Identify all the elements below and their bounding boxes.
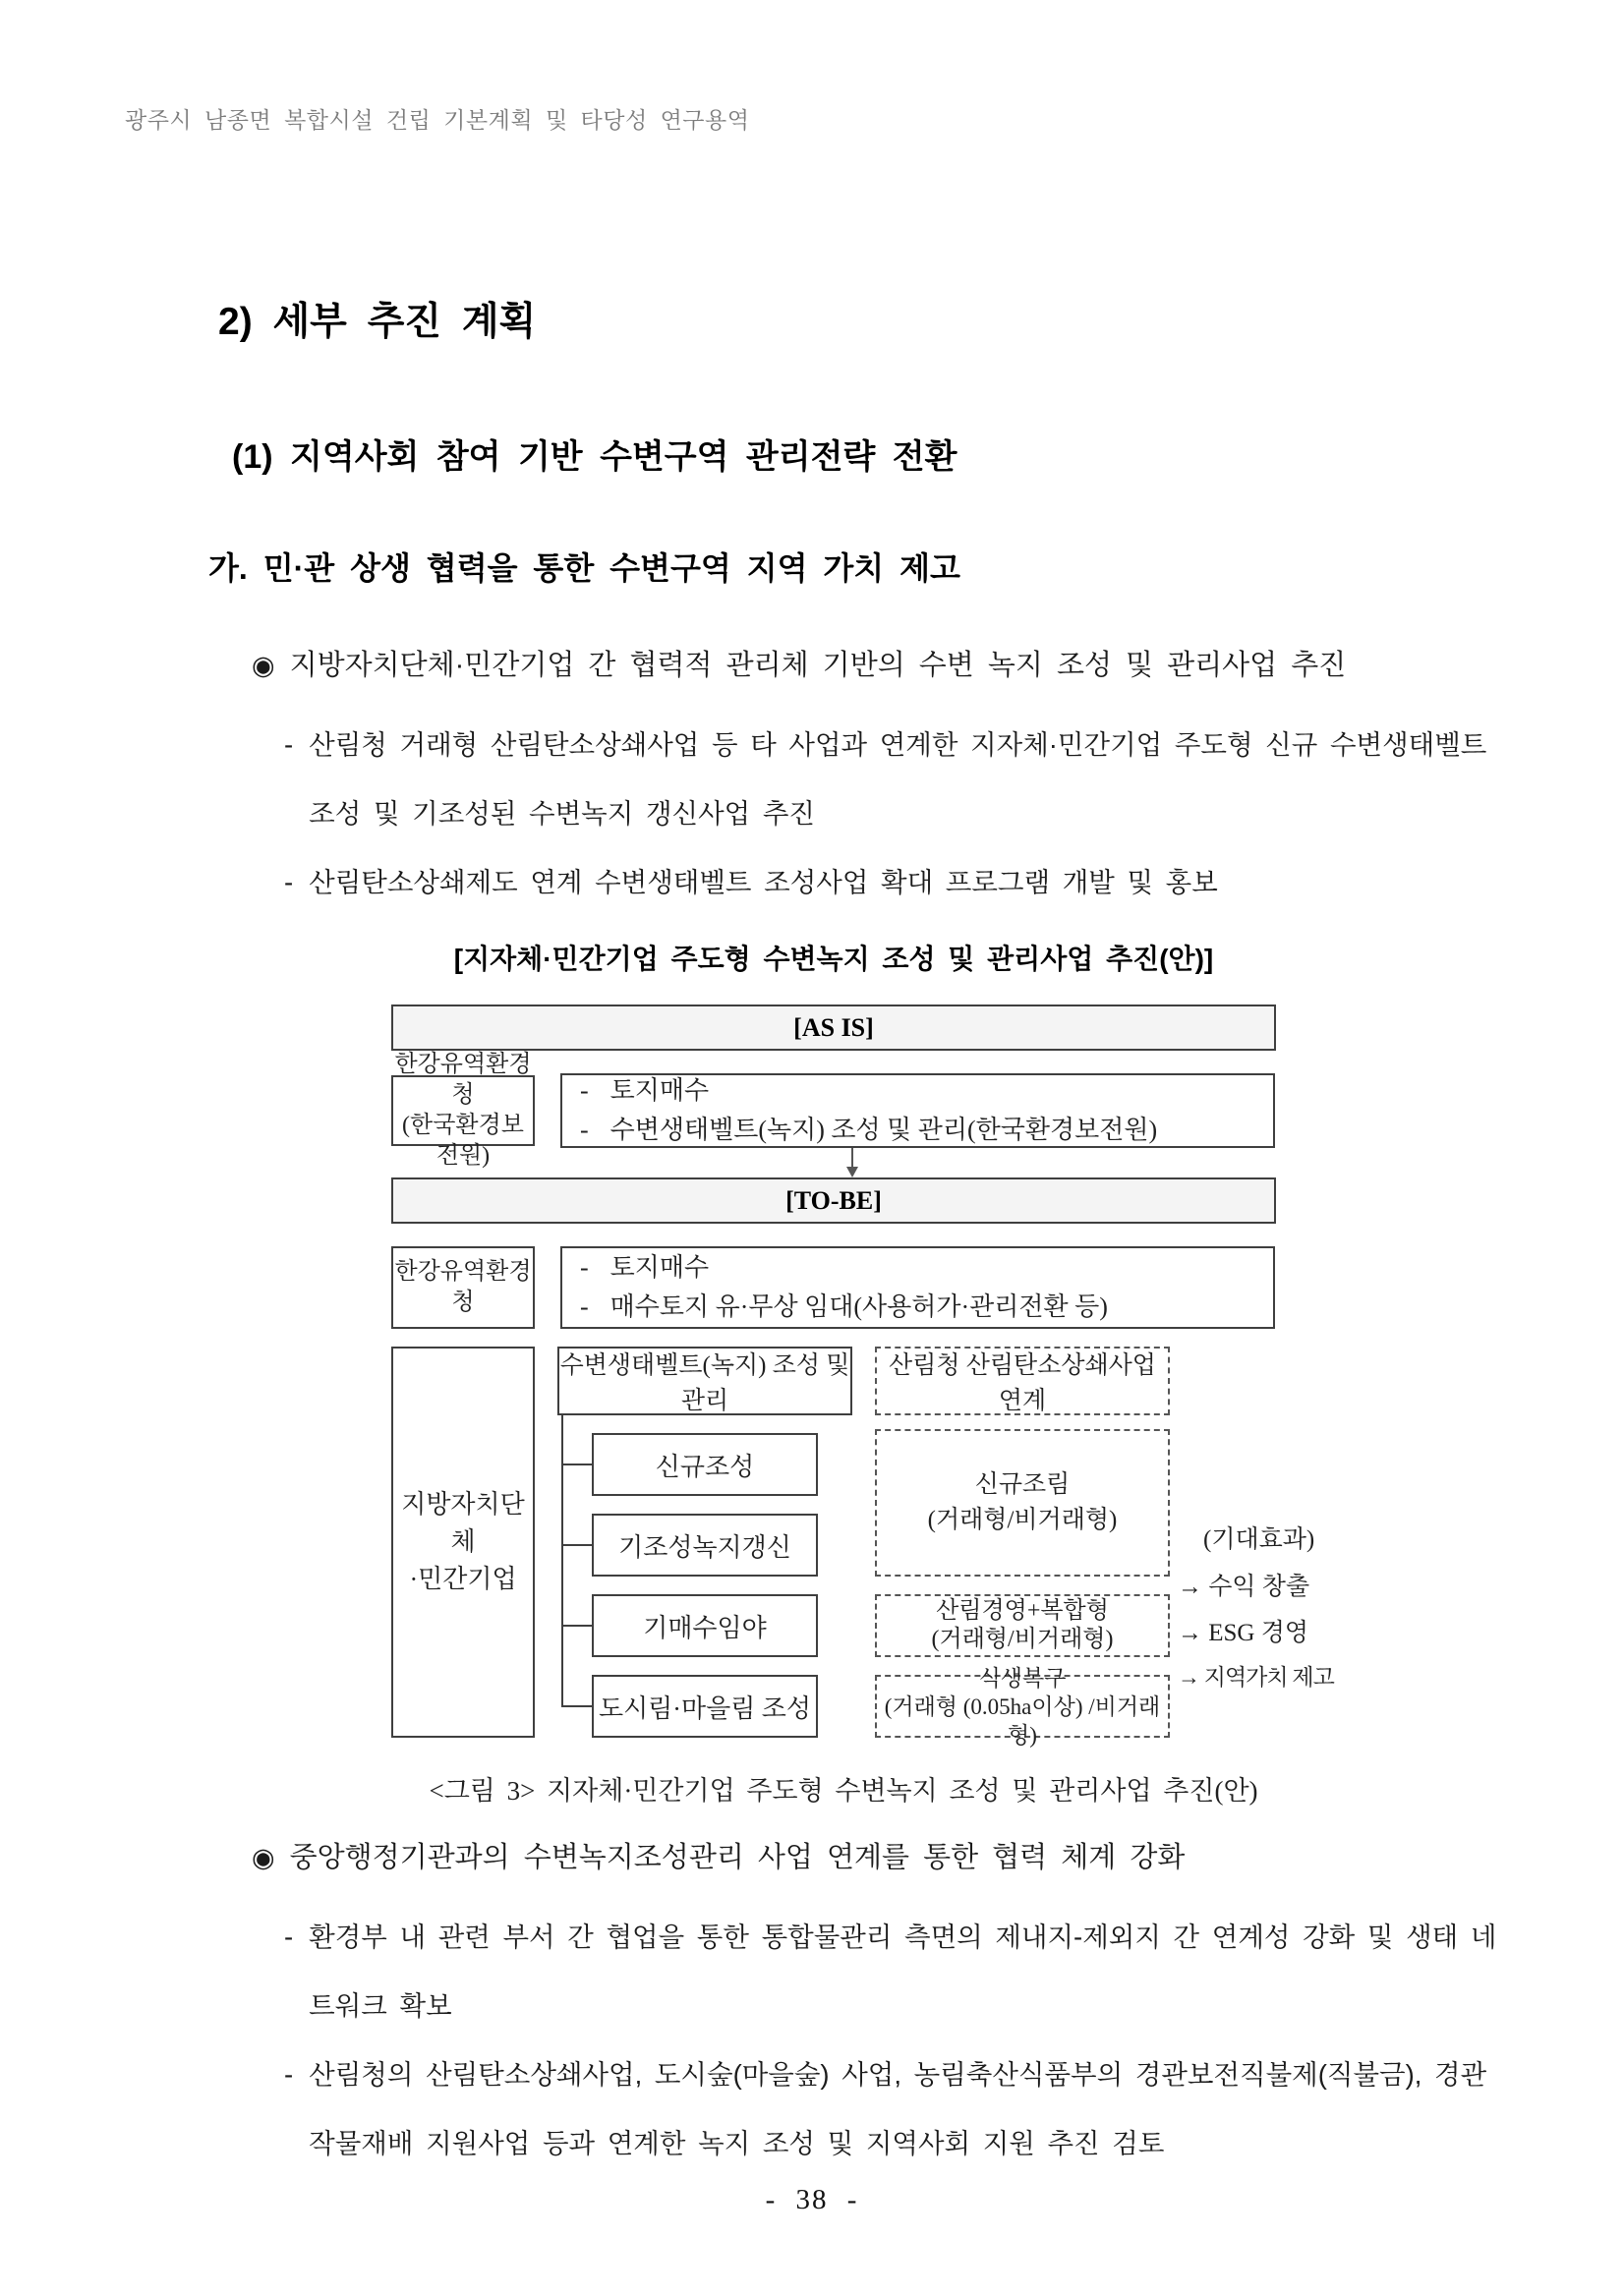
effect-item: → 지역가치 제고 <box>1178 1665 1334 1690</box>
sub-item <box>284 2040 1522 2178</box>
item-line <box>580 1251 1255 1285</box>
sub-item <box>284 711 1522 848</box>
to-be-bar: [TO-BE] <box>391 1177 1276 1224</box>
sub-item-text: 산림청의 산림탄소상쇄사업, 도시숲(마을숲) 사업, 농림축산식품부의 경관보전직불제(직불금), 경관 작물재배 지원사업 등과 연계한 녹지 조성 및 지역사회 지원 추진 검토 <box>309 2059 1487 2158</box>
dash-icon: - <box>580 1076 589 1105</box>
right-box-vegetation-restoration <box>875 1665 1170 1748</box>
bullet-icon: ◉ <box>252 651 275 680</box>
box-line: 식생복구 <box>978 1665 1067 1691</box>
dash-icon: - <box>580 1292 589 1321</box>
dash-icon: - <box>284 867 294 897</box>
local-gov-actor-box <box>391 1347 535 1738</box>
box-line: (거래형/비거래형) <box>931 1627 1114 1652</box>
connector-line <box>561 1625 592 1627</box>
box-line: 신규조림 <box>974 1471 1071 1498</box>
sub-item-text: 산림탄소상쇄제도 연계 수변생태벨트 조성사업 확대 프로그램 개발 및 홍보 <box>309 867 1218 897</box>
effects-title: (기대효과) <box>1203 1526 1315 1553</box>
to-be-items-box <box>560 1246 1275 1329</box>
sub-items <box>284 1903 1522 2178</box>
right-box-new-afforestation <box>875 1429 1170 1577</box>
item-line <box>580 1114 1255 1147</box>
section-title: 2) 세부 추진 계획 <box>218 301 537 343</box>
bullet-text: 지방자치단체·민간기업 간 협력적 관리체 기반의 수변 녹지 조성 및 관리사업 추진 <box>289 650 1347 681</box>
forest-service-header-box: 산림청 산림탄소상쇄사업 연계 <box>875 1347 1170 1415</box>
mid-box-purchased-forest: 기매수임야 <box>592 1594 818 1657</box>
bullet-item <box>252 1836 1522 1879</box>
connector-line <box>561 1544 592 1546</box>
figure-caption: <그림 3> 지자체·민간기업 주도형 수변녹지 조성 및 관리사업 추진(안) <box>429 1776 1258 1806</box>
sub-item-text: 환경부 내 관련 부서 간 협업을 통한 통합물관리 측면의 제내지-제외지 간 연계성 강화 및 생태 네트워크 확보 <box>309 1922 1497 2021</box>
subsubsection-title: 가. 민·관 상생 협력을 통한 수변구역 지역 가치 제고 <box>208 550 960 586</box>
item-text: 토지매수 <box>609 1076 710 1105</box>
as-is-actor-box <box>391 1052 535 1169</box>
mid-box-renewal: 기조성녹지갱신 <box>592 1514 818 1577</box>
item-line <box>580 1291 1255 1324</box>
dash-icon: - <box>580 1253 589 1282</box>
mid-box-new-creation: 신규조성 <box>592 1433 818 1496</box>
bullet-text: 중앙행정기관과의 수변녹지조성관리 사업 연계를 통한 협력 체계 강화 <box>289 1842 1186 1873</box>
sub-item-text: 산림청 거래형 산림탄소상쇄사업 등 타 사업과 연계한 지자체·민간기업 주도형 신규 수변생태벨트 조성 및 기조성된 수변녹지 갱신사업 추진 <box>309 729 1487 829</box>
sub-items <box>284 711 1522 917</box>
as-is-items-box <box>560 1073 1275 1148</box>
greenbelt-header-box: 수변생태벨트(녹지) 조성 및 관리 <box>557 1347 852 1415</box>
diagram-title: [지자체·민간기업 주도형 수변녹지 조성 및 관리사업 추진(안)] <box>453 944 1214 974</box>
connector-line <box>561 1705 592 1707</box>
item-text: 수변생태벨트(녹지) 조성 및 관리(한국환경보전원) <box>609 1116 1158 1144</box>
right-box-forest-management <box>875 1594 1170 1657</box>
sub-item <box>284 1903 1522 2040</box>
document-header: 광주시 남종면 복합시설 건립 기본계획 및 타당성 연구용역 <box>125 107 750 133</box>
box-line: (거래형 (0.05ha이상) /비거래형) <box>884 1693 1161 1748</box>
item-line <box>580 1074 1255 1108</box>
expected-effects <box>1178 1520 1355 1702</box>
subsection-title: (1) 지역사회 참여 기반 수변구역 관리전략 전환 <box>232 438 957 476</box>
mid-box-urban-forest: 도시림·마을림 조성 <box>592 1675 818 1738</box>
actor-name-2: ·민간기업 <box>409 1565 517 1593</box>
actor-name: 지방자치단체 <box>401 1490 525 1556</box>
box-line: 산림경영+복합형 <box>936 1598 1109 1624</box>
dash-icon: - <box>284 729 294 760</box>
item-text: 토지매수 <box>609 1253 710 1282</box>
dash-icon: - <box>284 2059 294 2090</box>
effect-item: → 수익 창출 <box>1178 1574 1310 1600</box>
page-number: - 38 - <box>765 2184 859 2215</box>
bullet-section-1 <box>252 644 1522 917</box>
connector-line <box>561 1464 592 1465</box>
connector-line <box>561 1415 563 1706</box>
actor-name: 한강유역환경청 <box>394 1052 532 1108</box>
dash-icon: - <box>580 1116 589 1144</box>
bullet-icon: ◉ <box>252 1843 275 1872</box>
figure-diagram <box>391 936 1624 1820</box>
to-be-actor-box <box>391 1246 535 1329</box>
sub-item <box>284 848 1522 917</box>
actor-name: 한강유역환경청 <box>394 1259 532 1315</box>
actor-subname: (한국환경보전원) <box>402 1113 524 1169</box>
dash-icon: - <box>284 1922 294 1952</box>
effect-item: → ESG 경영 <box>1178 1620 1309 1646</box>
bullet-section-2 <box>252 1836 1522 2178</box>
bullet-item <box>252 644 1522 687</box>
box-line: (거래형/비거래형) <box>927 1507 1118 1533</box>
down-arrow-icon <box>839 1148 866 1177</box>
as-is-bar: [AS IS] <box>391 1004 1276 1051</box>
item-text: 매수토지 유·무상 임대(사용허가·관리전환 등) <box>609 1292 1108 1321</box>
